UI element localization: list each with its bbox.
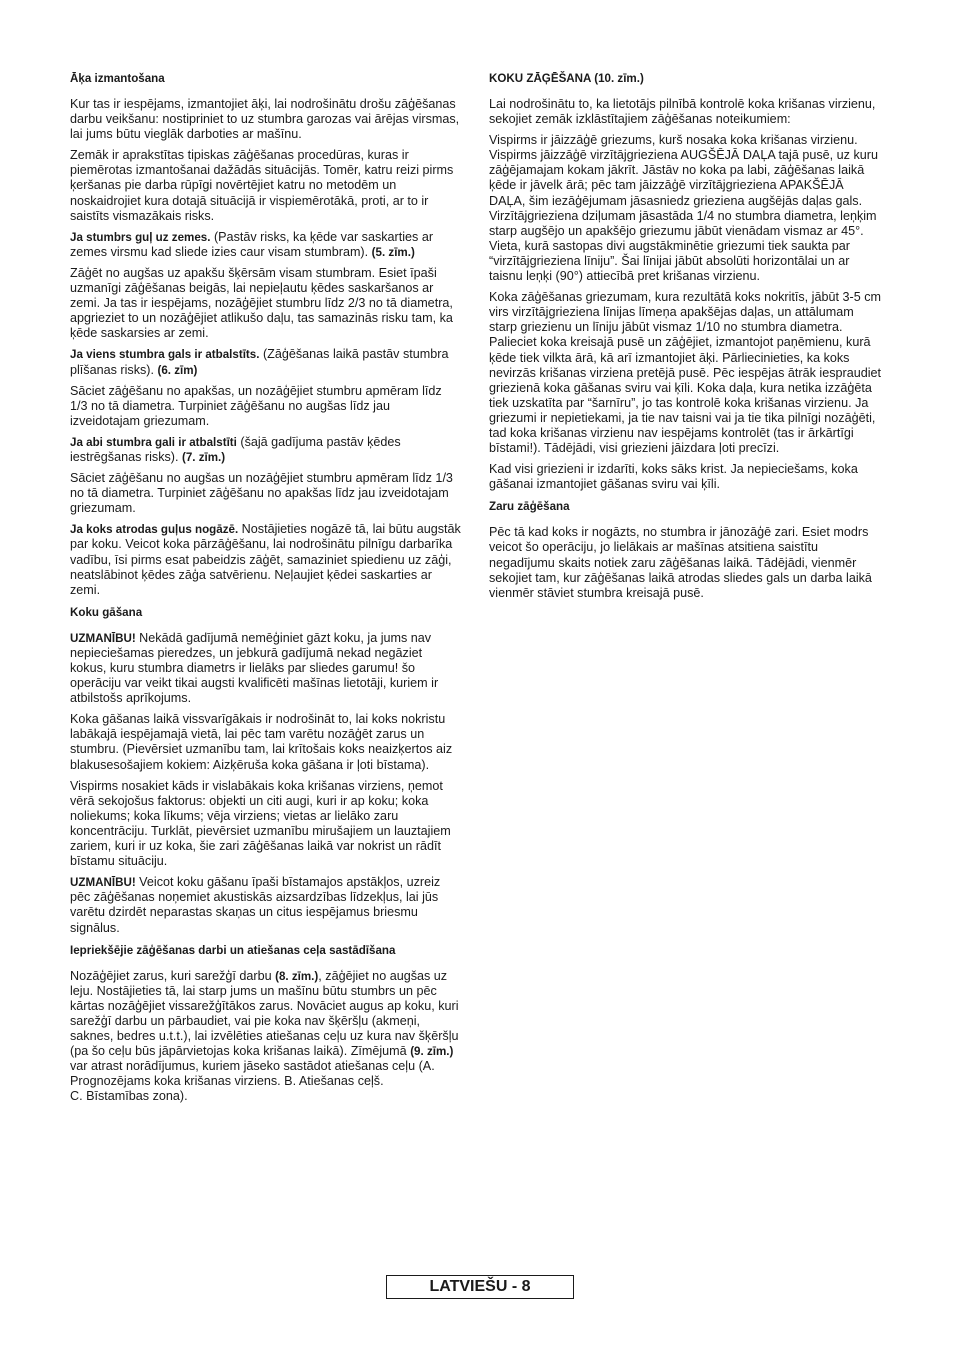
bold-lead: Ja viens stumbra gals ir atbalstīts. <box>70 348 260 362</box>
paragraph: Zāģēt no augšas uz apakšu šķērsām visam stumbram. Esiet īpaši uzmanīgi zāģēšanas beigās, lai nepieļautu ķēdes saskaršanos ar zemi. Ja tas ir iespējams, nozāģējiet stumbru līdz 2/3 no tā diametra, apgrieziet to un nozāģējiet atlikušo daļu, tas samazinās risku tam, ka ķēde saskarsies ar zemi. <box>70 265 453 341</box>
paragraph-escape-route <box>70 969 462 1105</box>
figure-ref: (7. zīm.) <box>181 450 226 464</box>
figure-ref: (9. zīm.) <box>410 1045 454 1059</box>
section-heading-tree-cutting: KOKU ZĀĢĒŠANA (10. zīm.) <box>489 72 644 85</box>
paragraph: Sāciet zāģēšanu no apakšas, un nozāģējiet stumbru apmēram līdz 1/3 no tā diametra. Turpiniet zāģēšanu no augšas līdz jau izveidotajam griezumam. <box>70 383 442 428</box>
bold-lead: Ja koks atrodas guļus nogāzē. <box>70 523 239 537</box>
paragraph-text: var atrast norādījumus, kuriem jāseko sastādot atiešanas ceļu (A. Prognozējams koka krišanas virziens. B. Atiešanas ceļš. <box>70 1059 435 1089</box>
paragraph-text: , zāģējiet no augšas uz leju. Nostājieties tā, lai starp jums un mašīnu būtu stumbrs un pēc kārtas nozāģējiet vissarežģītākos zarus. Novāciet augus ap koku, kuri sarežģī darbu un pārbaudiet, vai pie koka nav šķēršļu (akmeņi, saknes, bedres u.t.t.), lai izvēlēties atiešanas ceļu uz kura nav šķēršļu (pa šo ceļu būs jāpārvietojas koka krišanas laikā). Zīmējumā <box>70 968 459 1059</box>
paragraph: Sāciet zāģēšanu no augšas un nozāģējiet stumbru apmēram līdz 1/3 no tā diametra. Turpiniet zāģēšanu no apakšas līdz jau izveidotajam griezumam. <box>70 471 453 516</box>
section-heading-preparation: Iepriekšējie zāģēšanas darbi un atiešanas ceļa sastādīšana <box>70 943 396 957</box>
paragraph-ground-log <box>70 230 462 260</box>
figure-ref: (6. zīm) <box>157 363 198 377</box>
page-footer-label: LATVIEŠU - 8 <box>386 1275 574 1299</box>
warning-label: UZMANĪBU! <box>70 631 136 645</box>
paragraph-both-ends-supported <box>70 435 462 465</box>
paragraph-text: Nekādā gadījumā nemēģiniet gāzt koku, ja jums nav nepieciešamas pieredzes, un jebkurā gadījumā nekad negāziet kokus, kuru stumbra diametrs ir lielāks par sliedes garumu! šo operāciju var veikt tikai augsti kvalificēti mašīnas lietotāji, kuriem ir atbilstošs aprīkojums. <box>70 630 439 706</box>
paragraph-text: C. Bīstamības zona). <box>70 1089 188 1104</box>
paragraph-text: Nostājieties nogāzē tā, lai būtu augstāk par koku. Veicot koka pārzāģēšanu, lai nodrošinātu pilnīgu darbarīka vadību, īsi pirms esat pabeidzis zāģēt, samaziniet spiedienu uz zāģi, neatslābinot ķēdes zāģa satvērienu. Neļaujiet ķēdei saskarties ar zemi. <box>70 522 461 597</box>
paragraph-text: (Pastāv risks, ka ķēde var saskarties ar zemes virsmu kad sliede izies caur visam stumbram). <box>70 229 434 259</box>
paragraph: Vispirms nosakiet kāds ir vislabākais koka krišanas virziens, ņemot vērā sekojošus faktorus: objekti un citi augi, kuri ir ap koku; koka noliekums; koka līkums; vēja virziens; vietas ar lielāko zaru koncentrāciju. Turklāt, pievērsiet uzmanību mirušajiem un lauztajiem zariem, kuri ir uz koka, šie zari zāģēšanas laikā var nokrist un rādīt bīstamu situāciju. <box>70 778 451 869</box>
paragraph-text: (šajā gadījuma pastāv ķēdes iestrēgšanas risks). <box>70 434 401 464</box>
paragraph: Zemāk ir aprakstītas tipiskas zāģēšanas procedūras, kuras ir piemērotas izmantošanai dažādās situācijās. Tomēr, katru reizi pirms ķeršanas pie darba rūpīgi novērtējiet katru no metodēm un noskaidrojiet kura dotajā situācijā ir vispiemērotākā, proti, ar to ir saistīts vismazākais risks. <box>70 148 454 223</box>
warning-label: UZMANĪBU! <box>70 876 136 890</box>
paragraph-text: Nozāģējiet zarus, kuri sarežģī darbu <box>70 968 276 983</box>
paragraph: Lai nodrošinātu to, ka lietotājs pilnībā kontrolē koka krišanas virzienu, sekojiet zemāk izklāstītajiem zāģēšanas noteikumiem: <box>489 97 876 127</box>
section-heading-hook: Āķa izmantošana <box>70 72 165 85</box>
bold-lead: Ja stumbrs guļ uz zemes. <box>70 230 211 244</box>
warning-paragraph <box>70 875 462 935</box>
bold-lead: Ja abi stumbra gali ir atbalstīti <box>70 435 237 449</box>
warning-paragraph <box>70 631 462 706</box>
paragraph-text: Veicot koku gāšanu īpaši bīstamajos apstākļos, uzreiz pēc zāģēšanas noņemiet akustiskās aizsardzības līdzekļus, lai jūs varētu dzirdēt neparastas skaņas un citus iespējamus briesmu signālus. <box>70 875 441 935</box>
figure-ref: (5. zīm.) <box>371 245 415 259</box>
section-heading-felling: Koku gāšana <box>70 605 143 619</box>
figure-ref: (8. zīm.) <box>275 969 319 983</box>
paragraph-one-end-supported <box>70 347 462 377</box>
paragraph-text: (Zāģēšanas laikā pastāv stumbra plīšanas risks). <box>70 347 449 377</box>
paragraph: Kad visi griezieni ir izdarīti, koks sāks krist. Ja nepieciešams, koka gāšanai izmantojiet gāšanas sviru vai ķīli. <box>489 462 858 492</box>
paragraph: Vispirms ir jāizzāģē griezums, kurš nosaka koka krišanas virzienu. Vispirms jāizzāģē virzītājgrieziena AUGŠĒJĀ DAĻA tajā pusē, uz kuru zāģējamajam kokam jākrīt. Jāstāv no koka pa labi, zāģēšanas laikā ķēde ir jāvelk ārā; pēc tam jāizzāģē virzītājgrieziena APAKŠĒJĀ DAĻA, šim iezāģējumam jāsasniedz grieziena augšējās daļas gals. Virzītājgrieziena dziļumam jāsastāda 1/4 no stumbra diametra, leņķim starp augšējo un apakšējo griezumu jābūt vienādam vismaz ar 45°. Vieta, kurā sastopas divi augstākminētie griezumi tiek saukta par “virzītājgrieziena līniju”. Šai līnijai jābūt absolūti horizontālai un ar taisnu leņķi (90°) attiecībā pret krišanas virzienu. <box>489 133 878 284</box>
paragraph: Koka gāšanas laikā vissvarīgākais ir nodrošināt to, lai koks nokristu labākajā iespējamajā vietā, lai pēc tam varētu nozāģēt zarus un stumbru. (Pievērsiet uzmanību tam, lai krītošais koks neaizķertos aiz blakusesošajiem kokiem: Aizķēruša koka gāšana ir ļoti bīstama). <box>70 712 453 772</box>
paragraph: Kur tas ir iespējams, izmantojiet āķi, lai nodrošinātu drošu zāģēšanas darbu veikšanu: nostipriniet to uz stumbra garozas vai ārējas virsmas, lai jums būtu vieglāk darboties ar mašīnu. <box>70 97 460 142</box>
left-column <box>70 72 462 1110</box>
paragraph-slope <box>70 522 462 597</box>
paragraph: Koka zāģēšanas griezumam, kura rezultātā koks nokritīs, jābūt 3-5 cm virs virzītājgrieziena līnijas līmeņa apakšējas daļas, un attālumam starp griezienu un līniju jābūt vismaz 1/10 no stumbra diametra. Palieciet koka kreisajā pusē un zāģējiet, izmantojot paņēmienu, kurā ķēde tiek vilkta ārā, kā arī izmantojiet āķi. Pārliecinieties, ka koks nevirzās krišanas virziena pretējā pusē. Pēc iespējas ātrāk iespraudiet griezienā koka gāšanas sviru vai ķīli. Koka daļa, kura netika izzāģēta tiek uzskatīta par “šarnīru”, jo tas kontrolē koka krišanas virzienu. Ja griezumi ir nepietiekami, ja tie nav taisni vai ja tie tika pilnīgi nozāģēti, tad koka krišanas virzienu nav iespējams kontrolēt (tas ir ārkārtīgi bīstami!). Tādējādi, visi griezieni jāizdara ļoti precīzi. <box>489 290 882 456</box>
right-column <box>489 72 881 607</box>
paragraph: Pēc tā kad koks ir nogāzts, no stumbra ir jānozāģē zari. Esiet modrs veicot šo operāciju, jo lielākais ar mašīnas atsitiena saistītu negadījumu skaits notiek zaru zāģēšanas laikā. Tādējādi, vienmēr sekojiet tam, kur zāģēšanas laikā atrodas sliedes gals un darba laikā vienmēr stāviet stumbra kreisajā pusē. <box>489 525 872 600</box>
section-heading-limbing: Zaru zāģēšana <box>489 500 570 514</box>
